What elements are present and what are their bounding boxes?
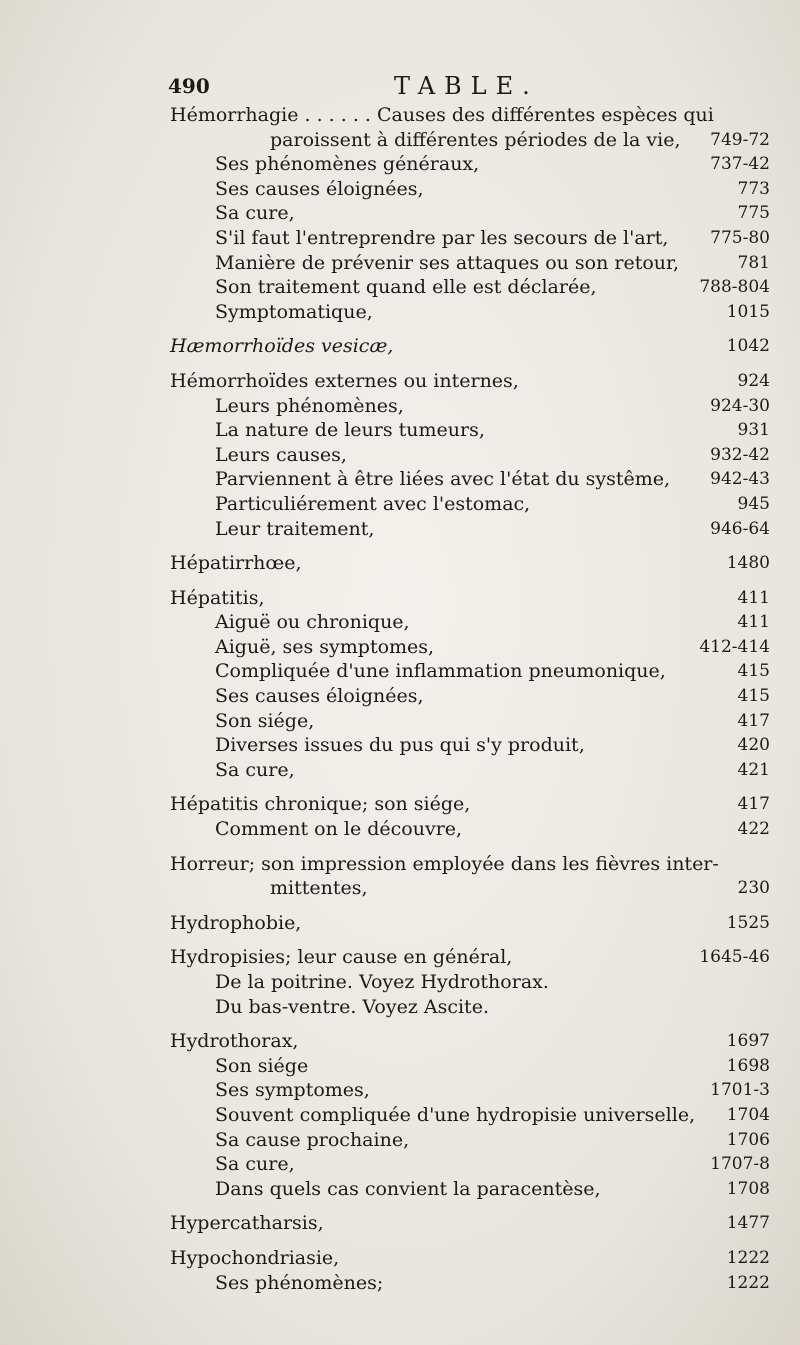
entry-page-ref: 942-43: [710, 469, 770, 490]
index-entry: [170, 201, 770, 226]
index-entry: [170, 586, 770, 611]
entry-page-ref: 773: [737, 178, 770, 199]
index-entry: [170, 659, 770, 684]
entry-page-ref: 230: [737, 878, 770, 899]
entry-text: Sa cause prochaine,: [215, 1128, 410, 1151]
entry-page-ref: 781: [737, 252, 770, 273]
entry-text: Du bas-ventre. Voyez Ascite.: [215, 995, 489, 1018]
index-entry: [170, 1246, 770, 1271]
entry-page-ref: 775: [737, 203, 770, 224]
index-entry: [170, 1271, 770, 1296]
entry-text: Hæmorrhoïdes vesicæ,: [170, 335, 394, 358]
entry-text: Particuliérement avec l'estomac,: [215, 492, 531, 515]
index-entry: [170, 275, 770, 300]
index-entry: [170, 945, 770, 970]
index-entry: [170, 1103, 770, 1128]
entry-page-ref: 411: [737, 587, 770, 608]
entry-text: Sa cure,: [215, 202, 295, 225]
entry-page-ref: 1525: [726, 912, 770, 933]
entry-text: Ses phénomènes généraux,: [215, 153, 480, 176]
entry-page-ref: 924: [737, 370, 770, 391]
entry-page-ref: 1645-46: [699, 947, 770, 968]
entry-page-ref: 415: [737, 661, 770, 682]
index-entry: [170, 369, 770, 394]
running-title: TABLE.: [394, 72, 539, 100]
entry-page-ref: 788-804: [699, 277, 770, 298]
entry-text: Hypochondriasie,: [170, 1246, 340, 1269]
entry-text: Sa cure,: [215, 1153, 295, 1176]
entry-text: Ses phénomènes;: [215, 1271, 384, 1294]
index-entry: [170, 876, 770, 901]
index-entry: [170, 394, 770, 419]
index-entry: [170, 443, 770, 468]
entry-text: Leurs causes,: [215, 443, 347, 466]
entry-page-ref: 417: [737, 710, 770, 731]
index-entry: [170, 852, 770, 877]
index-entry: [170, 792, 770, 817]
entry-text: Ses causes éloignées,: [215, 685, 424, 708]
entry-text: Comment on le découvre,: [215, 818, 463, 841]
entry-page-ref: 749-72: [710, 129, 770, 150]
entry-text: Son traitement quand elle est déclarée,: [215, 276, 597, 299]
entry-page-ref: 1698: [726, 1055, 770, 1076]
entry-text: Hypercatharsis,: [170, 1212, 324, 1235]
index-entry: [170, 1029, 770, 1054]
index-entry: [170, 995, 770, 1020]
entry-text: Son siége: [215, 1054, 309, 1077]
entry-page-ref: 931: [737, 420, 770, 441]
entry-page-ref: 1477: [726, 1213, 770, 1234]
entry-page-ref: 1480: [726, 553, 770, 574]
entry-page-ref: 945: [737, 493, 770, 514]
entry-text: S'il faut l'entreprendre par les secours de l'art,: [215, 226, 669, 249]
entry-page-ref: 417: [737, 794, 770, 815]
index-entry: [170, 300, 770, 325]
entry-text: Aiguë ou chronique,: [215, 611, 410, 634]
entry-text: De la poitrine. Voyez Hydrothorax.: [215, 971, 549, 993]
index-entry: [170, 684, 770, 709]
entry-page-ref: 412-414: [699, 636, 770, 657]
page-number: 490: [168, 74, 210, 98]
entry-page-ref: 1015: [726, 301, 770, 322]
entry-page-ref: 411: [737, 612, 770, 633]
index-entry: [170, 610, 770, 635]
index-entry: [170, 251, 770, 276]
entry-text: Compliquée d'une inflammation pneumonique,: [215, 660, 666, 683]
entry-page-ref: 415: [737, 686, 770, 707]
index-entry: [170, 1211, 770, 1236]
entry-text: Hépatirrhœe,: [170, 552, 302, 575]
entry-text: Diverses issues du pus qui s'y produit,: [215, 734, 585, 757]
index-entry: [170, 334, 770, 359]
index-entry: [170, 817, 770, 842]
entry-text: Sa cure,: [215, 758, 295, 781]
entry-text: Manière de prévenir ses attaques ou son retour,: [215, 251, 680, 274]
entry-text: Hépatitis chronique; son siége,: [170, 793, 471, 816]
entry-page-ref: 737-42: [710, 154, 770, 175]
entry-text: mittentes,: [270, 877, 368, 900]
entry-text: Leurs phénomènes,: [215, 394, 404, 417]
entry-text: Hydrophobie,: [170, 911, 302, 934]
entry-text: Symptomatique,: [215, 300, 373, 323]
index-entry: [170, 226, 770, 251]
index-entry: [170, 758, 770, 783]
entry-page-ref: 1707-8: [710, 1154, 770, 1175]
entry-text: Son siége,: [215, 709, 315, 732]
entry-text: Ses causes éloignées,: [215, 177, 424, 200]
entry-page-ref: 1222: [726, 1247, 770, 1268]
index-entry: [170, 1128, 770, 1153]
index-entry: [170, 970, 770, 995]
entry-page-ref: 932-42: [710, 444, 770, 465]
entry-page-ref: 1706: [726, 1129, 770, 1150]
index-entry: [170, 418, 770, 443]
index-entry: [170, 635, 770, 660]
entry-text: La nature de leurs tumeurs,: [215, 419, 485, 442]
entry-text: Hydrothorax,: [170, 1030, 299, 1053]
index-entry: [170, 709, 770, 734]
entry-text: Parviennent à être liées avec l'état du systême,: [215, 468, 671, 491]
index-entry: [170, 467, 770, 492]
index-entry: [170, 1152, 770, 1177]
entry-page-ref: 924-30: [710, 395, 770, 416]
entry-text: Souvent compliquée d'une hydropisie universelle,: [215, 1103, 696, 1126]
index-entry: [170, 103, 770, 128]
index-entry: [170, 551, 770, 576]
entry-page-ref: 420: [737, 735, 770, 756]
entry-text: Hydropisies; leur cause en général,: [170, 946, 513, 969]
entry-text: Aiguë, ses symptomes,: [215, 635, 435, 658]
entry-page-ref: 1701-3: [710, 1080, 770, 1101]
index-entry: [170, 733, 770, 758]
entry-page-ref: 422: [737, 819, 770, 840]
entry-page-ref: 1042: [726, 336, 770, 357]
entry-page-ref: 775-80: [710, 227, 770, 248]
index-entry: [170, 492, 770, 517]
index-entry: [170, 517, 770, 542]
entry-page-ref: 1704: [726, 1104, 770, 1125]
entry-text: Horreur; son impression employée dans les fièvres inter-: [170, 852, 719, 875]
index-entry: [170, 1078, 770, 1103]
entry-page-ref: 1697: [726, 1031, 770, 1052]
index-entry: [170, 1054, 770, 1079]
entry-text: Leur traitement,: [215, 517, 375, 540]
entry-text: Hémorrhoïdes externes ou internes,: [170, 369, 519, 392]
entry-text: Dans quels cas convient la paracentèse,: [215, 1177, 601, 1200]
entry-text: paroissent à différentes périodes de la vie,: [270, 128, 681, 151]
index-entry: [170, 152, 770, 177]
index-entry: [170, 177, 770, 202]
index-entry: [170, 911, 770, 936]
index-entry: [170, 128, 770, 153]
entry-text: Hémorrhagie . . . . . . Causes des différentes espèces qui: [170, 104, 714, 126]
entry-text: Hépatitis,: [170, 586, 265, 609]
entry-page-ref: 1708: [726, 1178, 770, 1199]
entry-page-ref: 1222: [726, 1272, 770, 1293]
index-entry: [170, 1177, 770, 1202]
index-entries: [170, 103, 770, 1295]
entry-page-ref: 946-64: [710, 518, 770, 539]
entry-text: Ses symptomes,: [215, 1079, 370, 1102]
entry-page-ref: 421: [737, 759, 770, 780]
